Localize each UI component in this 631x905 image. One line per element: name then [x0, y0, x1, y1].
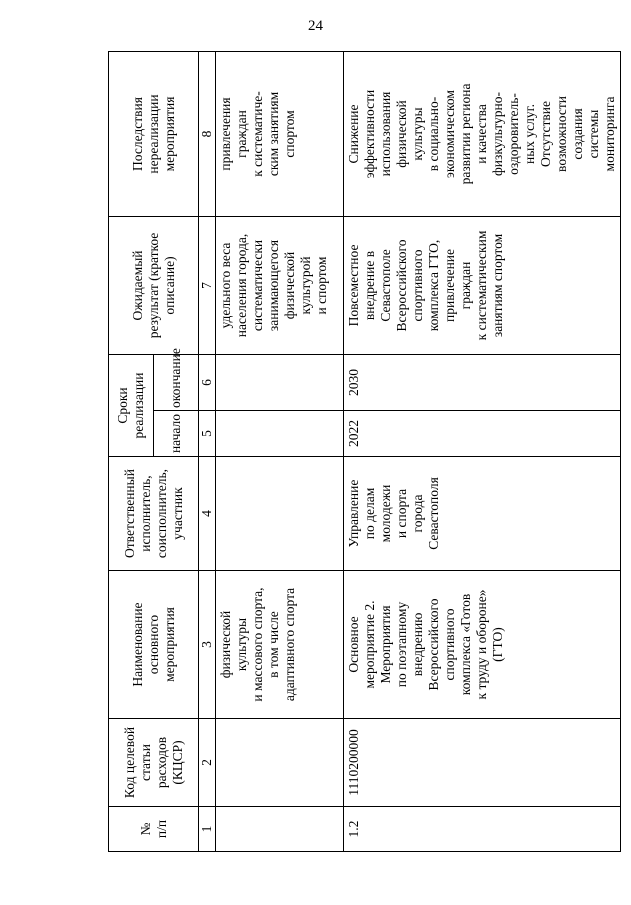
header-responsible: Ответственный исполнитель, соисполнитель, участник — [109, 457, 199, 571]
row-responsible-cell — [216, 457, 344, 571]
row-start-cell — [216, 411, 344, 457]
header-num: № п/п — [109, 807, 199, 852]
header-end: окончание — [154, 354, 199, 410]
page-number: 24 — [308, 18, 323, 34]
table-row — [344, 51, 621, 851]
row-end-cell: 2030 — [344, 354, 621, 410]
header-row-1 — [109, 51, 154, 851]
column-number: 5 — [199, 411, 216, 457]
header-consequences: Последствия нереализации мероприятия — [109, 51, 199, 216]
table-row — [216, 51, 344, 851]
row-name-cell: Основное мероприятие 2. Мероприятия по поэтапному внедрению Всероссийского спортивного комплекса «Готов к труду и обороне» (ГТО) — [344, 571, 621, 719]
row-consequences-cell: привлечения граждан к систематиче- ским занятиям спортом — [216, 51, 344, 216]
row-kcsr-cell: 1110200000 — [344, 719, 621, 807]
row-num-cell — [216, 807, 344, 852]
row-result-cell: удельного веса населения города, систематически занимающегося физической культурой и спортом — [216, 216, 344, 354]
column-number: 4 — [199, 457, 216, 571]
measures-table — [108, 51, 621, 852]
header-result: Ожидаемый результат (краткое описание) — [109, 216, 199, 354]
column-number: 1 — [199, 807, 216, 852]
document-table-wrapper — [108, 52, 617, 852]
row-kcsr-cell — [216, 719, 344, 807]
row-responsible-cell: Управление по делам молодежи и спорта города Севастополя — [344, 457, 621, 571]
column-number: 3 — [199, 571, 216, 719]
header-name: Наименование основного мероприятия — [109, 571, 199, 719]
row-num-cell: 1.2 — [344, 807, 621, 852]
column-number: 8 — [199, 51, 216, 216]
header-kcsr: Код целевой статьи расходов (КЦСР) — [109, 719, 199, 807]
row-name-cell: физической культуры и массового спорта, в том числе адаптивного спорта — [216, 571, 344, 719]
rotated-table-container — [108, 52, 617, 852]
row-consequences-cell: Снижение эффективности использования физической культуры в социально- экономическом развитии региона и качества физкультурно- оздоровитель- ных услуг. Отсутствие возможности создания системы мониторинга — [344, 51, 621, 216]
column-number: 6 — [199, 354, 216, 410]
header-start: начало — [154, 411, 199, 457]
column-number: 7 — [199, 216, 216, 354]
column-number-row — [199, 51, 216, 851]
header-terms: Сроки реализации — [109, 354, 154, 456]
row-start-cell: 2022 — [344, 411, 621, 457]
row-result-cell: Повсеместное внедрение в Севастополе Всероссийского спортивного комплекса ГТО, привлечение граждан к систематическим занятиям спортом — [344, 216, 621, 354]
row-end-cell — [216, 354, 344, 410]
column-number: 2 — [199, 719, 216, 807]
